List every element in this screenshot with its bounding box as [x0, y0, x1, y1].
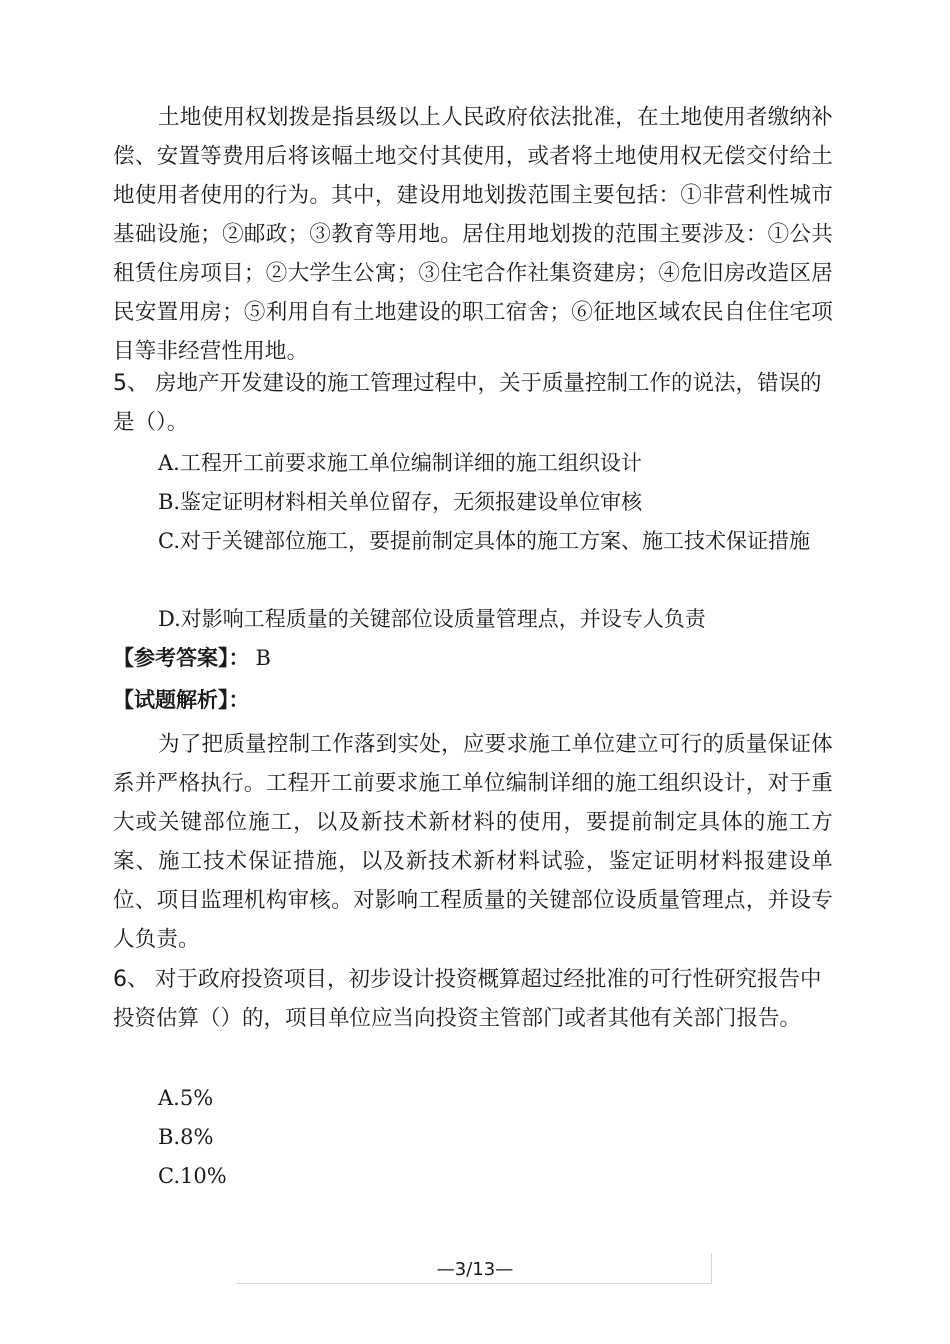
question-6-option-b: B.8%	[158, 1125, 214, 1149]
answer-value: B	[255, 646, 271, 670]
question-5-option-d: D.对影响工程质量的关键部位设质量管理点，并设专人负责	[158, 607, 706, 631]
question-5-option-c: C.对于关键部位施工，要提前制定具体的施工方案、施工技术保证措施	[158, 529, 810, 553]
question-6-text: 对于政府投资项目，初步设计投资概算超过经批准的可行性研究报告中投资估算（）的，项目单位应当向投资主管部门或者其他有关部门报告。	[113, 967, 822, 1031]
question-6-option-a: A.5%	[158, 1086, 214, 1110]
page-number: —3/13—	[436, 1259, 514, 1280]
question-5-text: 房地产开发建设的施工管理过程中，关于质量控制工作的说法，错误的是（）。	[113, 371, 822, 435]
answer-heading	[113, 639, 271, 678]
question-6-number: 6、	[113, 967, 149, 992]
question-6-option-c: C.10%	[158, 1164, 227, 1188]
question-6	[113, 960, 833, 1038]
question-5	[113, 364, 833, 442]
question-5-number: 5、	[113, 371, 149, 396]
analysis-heading: 【试题解析】：	[113, 688, 250, 712]
question-5-option-a: A.工程开工前要求施工单位编制详细的施工组织设计	[158, 451, 642, 475]
footer-divider	[236, 1283, 712, 1284]
answer-label: 【参考答案】：	[113, 646, 250, 670]
question-5-option-b: B.鉴定证明材料相关单位留存，无须报建设单位审核	[158, 490, 643, 514]
intro-paragraph: 土地使用权划拨是指县级以上人民政府依法批准，在土地使用者缴纳补偿、安置等费用后将该幅土地交付其使用，或者将土地使用权无偿交付给土地使用者使用的行为。其中，建设用地划拨范围主要包括：①非营利性城市基础设施；②邮政；③教育等用地。居住用地划拨的范围主要涉及：①公共租赁住房项目；②大学生公寓；③住宅合作社集资建房；④危旧房改造区居民安置用房；⑤利用自有土地建设的职工宿舍；⑥征地区域农民自住住宅项目等非经营性用地。	[113, 105, 833, 364]
analysis-paragraph: 为了把质量控制工作落到实处，应要求施工单位建立可行的质量保证体系并严格执行。工程开工前要求施工单位编制详细的施工组织设计，对于重大或关键部位施工，以及新技术新材料的使用，要提前制定具体的施工方案、施工技术保证措施，以及新技术新材料试验，鉴定证明材料报建设单位、项目监理机构审核。对影响工程质量的关键部位设质量管理点，并设专人负责。	[113, 732, 833, 952]
